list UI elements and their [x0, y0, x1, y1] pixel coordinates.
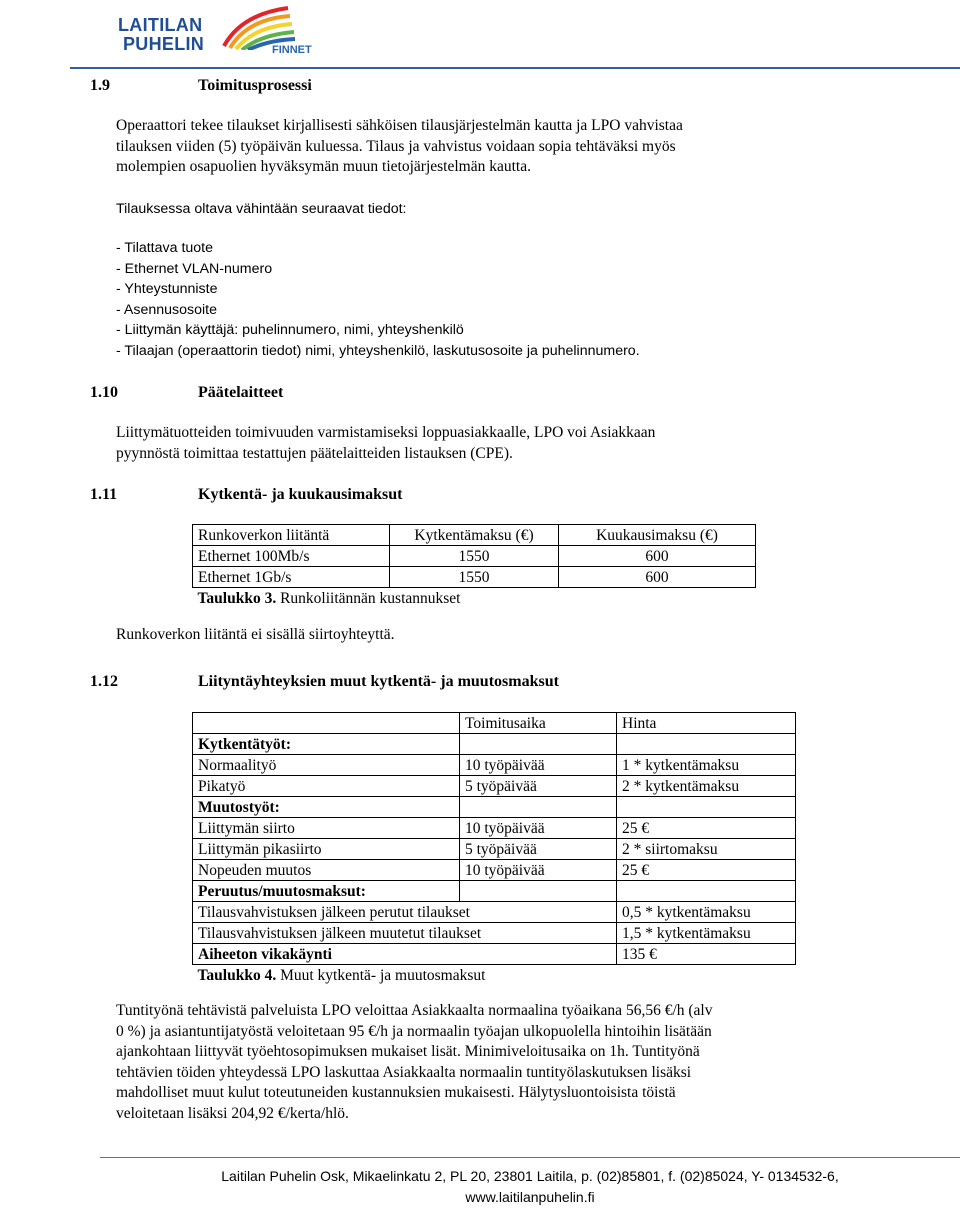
table-caption-row — [193, 588, 756, 609]
table-cell: 1550 — [390, 546, 559, 567]
fee-table-3 — [192, 524, 756, 608]
caption-text: Runkoliitännän kustannukset — [276, 589, 461, 607]
table-cell — [617, 734, 796, 755]
table-header-row — [193, 525, 756, 546]
section-title: Toimitusprosessi — [198, 77, 312, 94]
text-line: Liittymätuotteiden toimivuuden varmistamiseksi loppuasiakkaalle, LPO voi Asiakkaan — [116, 424, 656, 441]
footer-address: Laitilan Puhelin Osk, Mikaelinkatu 2, PL 20, 23801 Laitila, p. (02)85801, f. (02)85024, Y- 0134532-6, — [221, 1168, 839, 1184]
table-cell — [617, 881, 796, 902]
table-row — [193, 546, 756, 567]
footer-rule — [100, 1157, 960, 1158]
logo-line2: PUHELIN — [123, 34, 205, 54]
paragraph-ordering — [116, 116, 683, 178]
fee-table-4 — [192, 712, 796, 985]
table-cell: Normaalityö — [193, 755, 460, 776]
table-cell: 2 * siirtomaksu — [617, 839, 796, 860]
table-cell: 10 työpäivää — [460, 755, 617, 776]
table-row — [193, 902, 796, 923]
table-group-label: Kytkentätyöt: — [193, 734, 460, 755]
footer-website-link[interactable]: www.laitilanpuhelin.fi — [465, 1189, 595, 1205]
table-caption — [193, 965, 796, 986]
table-group-label: Peruutus/muutosmaksut: — [193, 881, 460, 902]
table-cell — [460, 734, 617, 755]
table-row — [193, 567, 756, 588]
logo-sub: FINNET — [272, 44, 312, 56]
table-row — [193, 755, 796, 776]
table-cell: 0,5 * kytkentämaksu — [617, 902, 796, 923]
text-line: ajankohtaan liittyvät työehtosopimuksen mukaiset lisät. Minimiveloitusaika on 1h. Tuntityönä — [116, 1043, 700, 1060]
table-row — [193, 881, 796, 902]
order-lead: Tilauksessa oltava vähintään seuraavat tiedot: — [116, 201, 407, 217]
list-item: - Yhteystunniste — [116, 281, 218, 297]
section-title: Päätelaitteet — [198, 384, 284, 401]
table-row — [193, 734, 796, 755]
table-cell: Liittymän pikasiirto — [193, 839, 460, 860]
section-title: Liityntäyhteyksien muut kytkentä- ja muutosmaksut — [198, 673, 559, 690]
text-line: Tuntityönä tehtävistä palveluista LPO veloittaa Asiakkaalta normaalina työaikana 56,56 €/h (alv — [116, 1002, 713, 1019]
table-cell: Liittymän siirto — [193, 818, 460, 839]
table-header-row — [193, 713, 796, 734]
list-item: - Ethernet VLAN-numero — [116, 260, 273, 277]
table-cell: Tilausvahvistuksen jälkeen perutut tilaukset — [193, 902, 617, 923]
table-cell: 25 € — [617, 860, 796, 881]
list-item: - Tilaajan (operaattorin tiedot) nimi, yhteyshenkilö, laskutusosoite ja puhelinnumero. — [116, 342, 640, 359]
text-line: tehtävien töiden yhteydessä LPO laskuttaa Asiakkaalta normaalin tuntityölaskutuksen lisäksi — [116, 1063, 692, 1081]
section-number: 1.11 — [90, 486, 118, 503]
table-header-cell: Kytkentämaksu (€) — [390, 525, 559, 546]
caption-label: Taulukko 3. — [197, 589, 277, 607]
table-cell: 1 * kytkentämaksu — [617, 755, 796, 776]
table-cell: Tilausvahvistuksen jälkeen muutetut tilaukset — [193, 923, 617, 944]
table-cell: 1,5 * kytkentämaksu — [617, 923, 796, 944]
table-cell: Pikatyö — [193, 776, 460, 797]
table-cell: 600 — [559, 546, 756, 567]
table-header-cell: Toimitusaika — [460, 713, 617, 734]
text-line: mahdolliset muut kulut toteutuneiden kustannuksien mukaisesti. Hälytysluontoisista töistä — [116, 1084, 676, 1101]
table-row — [193, 944, 796, 965]
note-no-transport: Runkoverkon liitäntä ei sisällä siirtoyhteyttä. — [116, 626, 395, 643]
table-group-label: Muutostyöt: — [193, 797, 460, 818]
header-rule — [70, 67, 960, 69]
caption-text: Muut kytkentä- ja muutosmaksut — [276, 966, 486, 984]
table-header-cell: Kuukausimaksu (€) — [559, 525, 756, 546]
table-caption-row — [193, 965, 796, 986]
table-caption — [193, 588, 756, 609]
text-line: veloitetaan lisäksi 204,92 €/kerta/hlö. — [116, 1104, 349, 1122]
table-cell: Nopeuden muutos — [193, 860, 460, 881]
table-cell: 25 € — [617, 818, 796, 839]
table-header-cell — [193, 713, 460, 734]
table-cell — [460, 881, 617, 902]
table-header-cell: Runkoverkon liitäntä — [193, 525, 390, 546]
table-row — [193, 776, 796, 797]
table-cell: Ethernet 100Mb/s — [193, 546, 390, 567]
text-line: tilauksen viiden (5) työpäivän kuluessa. Tilaus ja vahvistus voidaan sopia tehtäväksi myös — [116, 137, 676, 155]
text-line: 0 %) ja asiantuntijatyöstä veloitetaan 95 €/h ja normaalin työajan ulkopuolella hintoihin lisätään — [116, 1022, 712, 1040]
company-logo — [118, 6, 318, 58]
table-row — [193, 797, 796, 818]
table-cell: 10 työpäivää — [460, 818, 617, 839]
table-cell: Aiheeton vikakäynti — [193, 944, 617, 965]
table-cell: 10 työpäivää — [460, 860, 617, 881]
table-cell: 1550 — [390, 567, 559, 588]
logo-line1: LAITILAN — [118, 15, 203, 35]
table-cell: 5 työpäivää — [460, 839, 617, 860]
footer — [100, 1166, 960, 1208]
caption-label: Taulukko 4. — [197, 966, 277, 984]
list-item: - Tilattava tuote — [116, 240, 213, 256]
table-cell: 600 — [559, 567, 756, 588]
list-item: - Liittymän käyttäjä: puhelinnumero, nimi, yhteyshenkilö — [116, 322, 464, 338]
table-row — [193, 818, 796, 839]
section-title: Kytkentä- ja kuukausimaksut — [198, 486, 403, 503]
order-items-list — [116, 238, 640, 361]
table-cell: 2 * kytkentämaksu — [617, 776, 796, 797]
text-line: molempien osapuolien hyväksymän muun tietojärjestelmän kautta. — [116, 158, 531, 175]
table-row — [193, 923, 796, 944]
section-number: 1.10 — [90, 384, 118, 401]
paragraph-terminals — [116, 423, 655, 464]
table-row — [193, 839, 796, 860]
text-line: pyynnöstä toimittaa testattujen päätelaitteiden listauksen (CPE). — [116, 444, 513, 462]
table-row — [193, 860, 796, 881]
table-header-cell: Hinta — [617, 713, 796, 734]
section-number: 1.9 — [90, 77, 110, 94]
table-cell: 5 työpäivää — [460, 776, 617, 797]
table-cell — [617, 797, 796, 818]
list-item: - Asennusosoite — [116, 301, 217, 318]
section-number: 1.12 — [90, 673, 118, 690]
text-line: Operaattori tekee tilaukset kirjallisesti sähköisen tilausjärjestelmän kautta ja LPO vahvistaa — [116, 117, 683, 134]
paragraph-hourly-work — [116, 1001, 712, 1124]
table-cell: Ethernet 1Gb/s — [193, 567, 390, 588]
table-cell: 135 € — [617, 944, 796, 965]
table-cell — [460, 797, 617, 818]
